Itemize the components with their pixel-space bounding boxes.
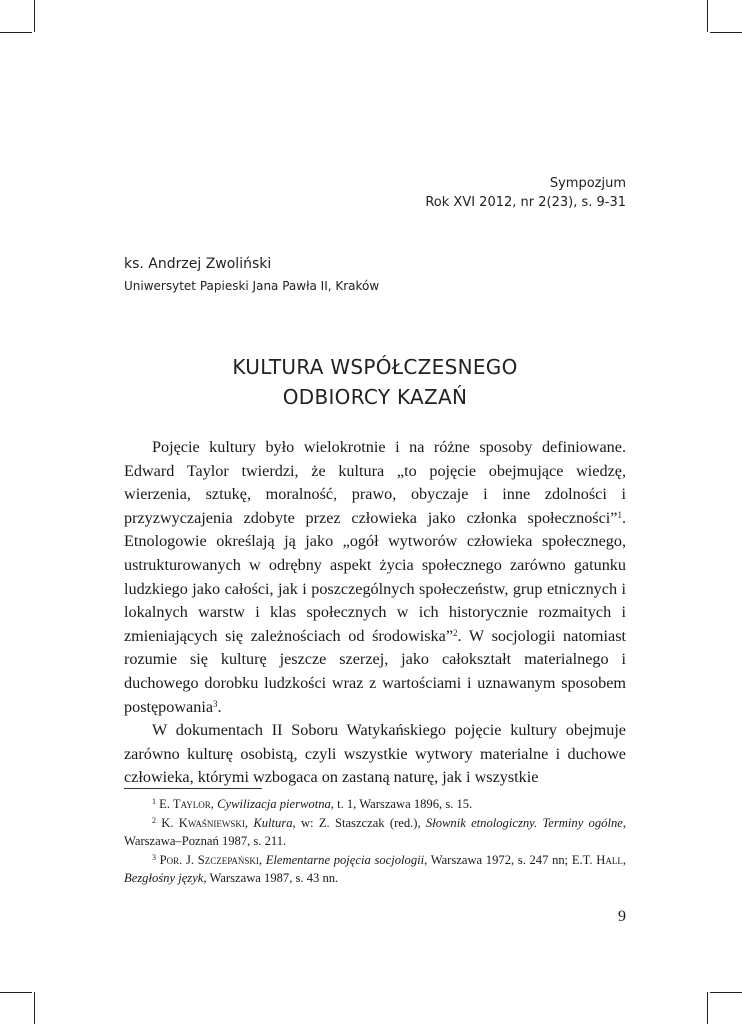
footnote-ref-1: 1: [617, 509, 622, 520]
footnote-1: [124, 795, 626, 814]
crop-mark-bottom-right-v: [707, 992, 708, 1024]
author-affiliation: Uniwersytet Papieski Jana Pawła II, Kraków: [124, 279, 380, 293]
footnote-title: Elementarne pojęcia socjologii: [265, 852, 425, 867]
footnote-title: Kultura: [253, 815, 293, 830]
article-title: [124, 352, 626, 412]
body-text: Pojęcie kultury było wielokrotnie i na różne sposoby definiowane. Edward Taylor twierdzi, że kultura „to pojęcie obejmujące wiedzę, wierzenia, sztukę, moralność, prawo, obyczaje i inne zdolności i przyzwyczajenia zdobyte przez człowieka jako członka społeczności”: [124, 438, 626, 527]
footnote-ref-3: 3: [213, 698, 218, 709]
footnote-author: Por. J. Szczepański: [159, 852, 259, 867]
body-paragraph-2: W dokumentach II Soboru Watykańskiego pojęcie kultury obejmuje zarówno kulturę osobistą, czyli wszystkie wytwory materialne i duchowe człowieka, którymi wzbogaca on zastaną naturę, jak i wszystkie: [124, 721, 626, 787]
footnote-number: 3: [152, 852, 156, 862]
footnote-title: Cywilizacja pierwotna: [217, 797, 331, 811]
crop-mark-bottom-left-v: [34, 992, 35, 1024]
title-line-1: KULTURA WSPÓŁCZESNEGO: [232, 355, 518, 379]
footnote-text: , t. 1, Warszawa 1896, s. 15.: [330, 797, 473, 811]
footnote-text: ,: [244, 815, 254, 830]
footnote-text: ,: [622, 852, 626, 867]
body-paragraph-1: [124, 436, 626, 719]
crop-mark-top-right-v: [707, 0, 708, 32]
body-text: . Etnologowie określają ją jako „ogół wytworów człowieka społecznego, ustrukturowanych w odrębny aspekt życia społecznego zarówno gatunku ludzkiego jako całości, jak i poszczególnych społeczeństw, grup etnicznych i lokalnych warstw i klas społecznych w ich historycznie rozmaitych i zmieniających się zależnościach od środowiska”: [124, 508, 626, 645]
footnote-text: ,: [210, 797, 218, 811]
journal-issue: Rok XVI 2012, nr 2(23), s. 9-31: [425, 195, 626, 210]
title-line-2: ODBIORCY KAZAŃ: [282, 385, 468, 409]
footnote-title: Bezgłośny język: [124, 871, 204, 886]
journal-header: [425, 174, 626, 212]
footnote-text: , w: Z. Staszczak (red.),: [292, 815, 426, 830]
author-name: ks. Andrzej Zwoliński: [124, 256, 272, 272]
footnotes: [124, 795, 626, 888]
footnote-ref-2: 2: [453, 627, 458, 638]
crop-mark-top-right-h: [710, 32, 742, 33]
footnote-author: K. Kwaśniewski: [161, 815, 245, 830]
footnote-text: , Warszawa–Poznań 1987, s. 211.: [124, 815, 626, 849]
crop-mark-bottom-left-h: [0, 992, 32, 993]
crop-mark-top-left-h: [0, 32, 32, 33]
journal-name: Sympozjum: [549, 176, 626, 191]
footnote-text: ,: [258, 852, 266, 867]
article-body: [124, 436, 626, 790]
body-text: . W socjologii natomiast rozumie się kulturę jeszcze szerzej, jako całokształt materialnego i duchowego dorobku ludzkości wraz z wartościami i uznawanym sposobem postępowania: [124, 626, 627, 716]
footnote-author: E.T. Hall: [571, 852, 623, 867]
footnote-number: 1: [152, 797, 156, 806]
footnote-number: 2: [152, 815, 156, 825]
crop-mark-bottom-right-h: [710, 992, 742, 993]
footnote-separator: [124, 788, 262, 789]
body-text: .: [217, 697, 222, 716]
crop-mark-top-left-v: [34, 0, 35, 32]
footnote-text: , Warszawa 1987, s. 43 nn.: [203, 871, 339, 886]
footnote-text: , Warszawa 1972, s. 247 nn;: [424, 852, 572, 867]
footnote-3: [124, 851, 626, 888]
footnote-2: [124, 814, 626, 851]
footnote-title: Słownik etnologiczny. Terminy ogólne: [425, 815, 623, 830]
footnote-author: E. Taylor: [159, 797, 211, 811]
page-number: 9: [618, 908, 626, 925]
